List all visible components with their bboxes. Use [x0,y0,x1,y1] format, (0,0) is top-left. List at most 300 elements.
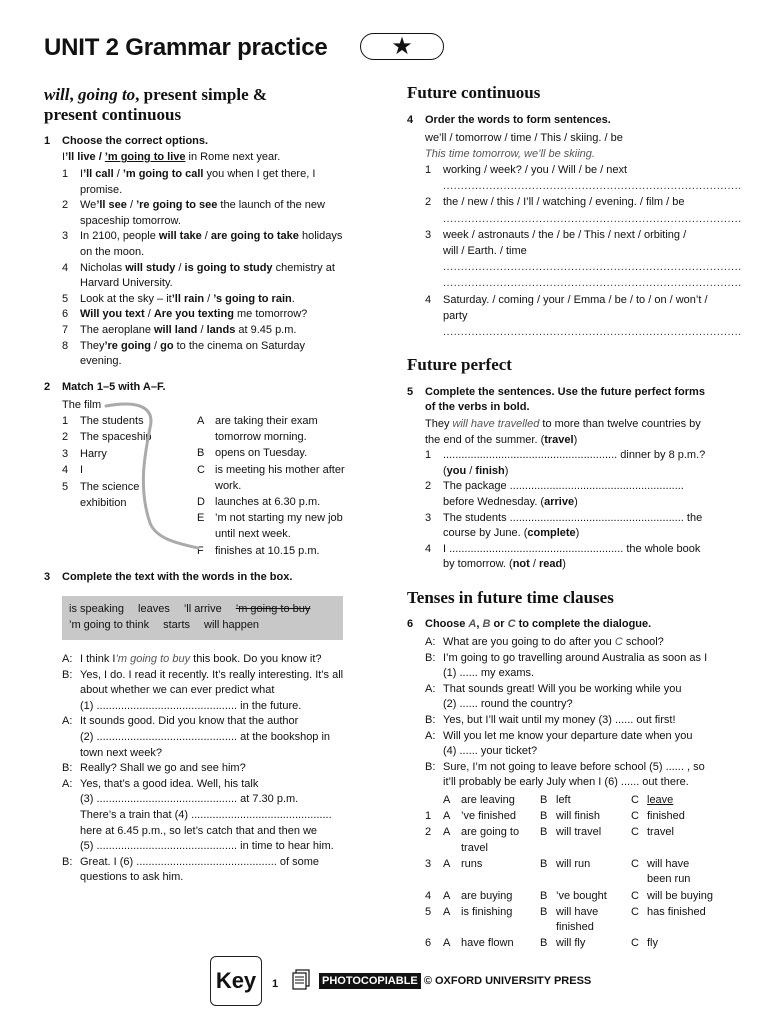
text-run: . [291,292,295,305]
dialogue-line [80,870,183,886]
option-text: leave [647,794,674,806]
text-run: about whether we can ever predict what [80,684,275,697]
text-run: holidays [298,230,343,243]
word-box-item: leaves [138,603,170,615]
item-number: 1 [62,168,69,180]
item-number: 4 [62,261,69,274]
section-heading-future-time-clauses: Tenses in future time clauses [407,588,614,607]
exercise-1-item-line [80,214,181,230]
text-run: (1) .............................................. in the future. [80,699,302,712]
text-run: (2) .............................................. at the bookshop in [80,731,331,743]
text-run: ( [443,464,447,477]
text-run: Yes, I do. I read it recently. It’s really interesting. It’s all [80,668,344,681]
exercise-1-item-line [80,198,325,214]
exercise-5-line [425,433,577,449]
dialogue-line [80,746,162,762]
dialogue-line [443,729,692,745]
section-heading-left [44,85,267,125]
option-text: will finish [556,810,601,823]
exercise-5-line [443,479,684,495]
match-example-line [100,398,200,550]
dialogue-line [80,761,246,777]
instruction-text: Order the words to form sentences. [425,114,611,126]
dialogue-line [80,808,332,824]
text-run: ’ll rain [171,292,205,305]
text-run: arrive [544,496,575,508]
heading-rest: , present simple & [135,85,268,104]
text-run: The package ......................................................... [443,480,684,493]
heading-will: will [44,85,70,104]
exercise-1-item-line [80,183,122,199]
exercise-5-line [443,542,700,558]
text-run: here at 6.45 p.m., so let’s catch that and then we [80,824,318,837]
photocopy-icon [290,969,312,993]
text-run: at 9.45 p.m. [235,324,297,336]
speaker-label: A: [62,653,73,665]
dialogue-line [443,697,573,713]
text-run: B [482,618,491,630]
option-number: 1 [425,810,432,823]
option-text: travel [461,841,488,854]
exercise-number: 5 [407,386,414,398]
text-run: to more than twelve countries by [539,418,701,430]
option-letter: A [443,937,451,950]
text-run: the launch of the new [217,199,325,212]
exercise-5-line [443,495,578,511]
text-run: ’m going to call [122,168,204,180]
speaker-label: A: [62,715,73,728]
exercise-2-example: The film [62,399,102,411]
match-left-text: The students [80,415,144,427]
text-run: (1) ...... my exams. [443,667,535,680]
match-left-text: The spaceship [80,431,152,444]
dialogue-line [80,714,298,730]
text-run: read [538,558,563,571]
exercise-2-instruction [44,380,166,395]
option-text: will fly [556,937,586,950]
match-right-text: until next week. [215,528,291,541]
option-text: will have [556,905,599,918]
text-run: We [80,199,97,212]
option-letter: C [631,810,639,823]
text-run: Are you texting [153,308,234,321]
exercise-1-item-line [80,292,295,308]
text-run: I [80,168,84,180]
exercise-1-item-line [80,307,307,323]
word-box-item: ’m going to think [69,619,150,631]
match-left-number: 1 [62,415,69,427]
match-left-text: The science [80,480,140,493]
option-text: is finishing [461,905,513,918]
example-text: in Rome next year. [185,151,281,163]
text-run: Yes, that’s a good idea. Well, his talk [80,777,259,790]
option-text: are leaving [461,794,515,806]
option-letter: A [443,810,451,823]
text-run: school? [622,636,664,648]
match-right-text: is meeting his mother after [215,463,345,476]
option-text: fly [647,937,658,950]
text-run: Yes, but I’ll wait until my money (3) ...... out first! [443,714,676,726]
option-text: will be buying [647,889,714,902]
exercise-1-example [62,150,280,166]
exercise-1-item-line [80,167,315,183]
dialogue-line [80,839,334,855]
text-run: They [425,418,453,430]
match-right-text: finishes at 10.15 p.m. [215,544,320,557]
speaker-label: B: [425,651,436,664]
dialogue-line [443,744,537,760]
text-run: ) [562,558,566,571]
section-heading-future-perfect: Future perfect [407,355,512,374]
footer-copyright [319,975,591,987]
text-run: ) [575,527,580,540]
dialogue-line [80,699,301,715]
text-run: , [476,618,483,630]
option-letter: A [443,889,451,902]
exercise-6-instruction [407,617,651,632]
option-letter: B [540,889,548,902]
exercise-5-line [443,526,579,542]
answer-key-logo [210,956,262,1006]
exercise-5-line [443,464,508,480]
exercise-4-item-text: working / week? / you / Will / be / next [443,164,628,176]
item-number: 7 [62,324,69,336]
text-run: to complete the dialogue. [515,618,652,630]
text-run: What are you going to do after you [443,636,615,648]
text-run: / [529,558,539,571]
text-run: before Wednesday. ( [443,496,545,508]
text-run: it’ll probably be early July when I (6) ...... out there. [443,776,689,789]
match-right-letter: F [197,544,204,557]
dialogue-line [80,730,330,746]
option-letter: B [540,826,548,839]
speaker-label: B: [425,760,436,773]
dialogue-line [80,855,319,871]
exercise-1-item-line [80,261,335,277]
exercise-1-instruction [44,134,208,149]
option-text: been run [647,873,691,886]
dialogue-line [80,668,343,684]
option-letter: C [631,937,639,950]
match-right-letter: D [197,496,205,508]
match-right-letter: E [197,512,205,525]
item-number: 4 [425,293,432,306]
example-text: I [62,151,66,163]
item-number: 8 [62,339,69,352]
option-letter: B [540,810,548,823]
dialogue-line [443,666,534,682]
match-right-text: ’m not starting my new job [215,512,343,525]
exercise-5-instruction-2: of the verbs in bold. [425,401,530,413]
speaker-label: A: [425,729,436,742]
word-box-row [69,603,324,615]
option-text: travel [647,826,674,839]
exercise-number: 4 [407,114,414,126]
text-run: spaceship tomorrow. [80,214,181,227]
word-box-item: starts [163,619,191,631]
option-number: 3 [425,858,432,870]
match-left-text: I [80,464,84,477]
text-run: by tomorrow. ( [443,558,513,571]
match-right-letter: A [197,415,205,427]
exercise-5-line [443,557,566,573]
option-letter: C [631,905,639,918]
speaker-label: A: [62,777,73,790]
speaker-label: B: [425,714,436,726]
option-letter: A [443,794,451,806]
page-number: 1 [272,978,279,990]
item-number: 3 [425,228,432,241]
text-run: / [201,230,211,243]
option-text: finished [647,810,685,823]
option-letter: A [443,905,451,918]
exercise-number: 1 [44,135,51,147]
item-number: 2 [62,199,69,212]
option-text: runs [461,858,483,870]
text-run: The aeroplane [80,324,154,336]
text-run: promise. [80,183,123,196]
heading-going-to: going to [78,85,136,104]
exercise-5-line [443,448,705,464]
match-right-letter: C [197,463,205,476]
option-text: will run [556,858,591,870]
option-text: finished [556,921,594,934]
text-run: town next week? [80,746,162,759]
text-run: ’ll call [83,168,114,180]
text-run: The students ......................................................... the [443,511,703,524]
text-run: ) [573,433,578,446]
text-run: are going to take [210,230,299,243]
text-run: / [113,168,123,180]
text-run: (5) .............................................. in time to hear him. [80,840,334,853]
option-letter: B [540,937,548,950]
exercise-3-instruction [44,570,292,585]
text-run: questions to ask him. [80,871,184,884]
photocopiable-label: PHOTOCOPIABLE [319,973,421,989]
exercise-4-item-text: party [443,309,468,322]
match-left-number: 4 [62,464,69,477]
text-run: That sounds great! Will you be working while you [443,682,682,695]
text-run: is going to study [184,261,273,274]
dialogue-line [443,775,689,791]
option-text: have flown [461,937,514,950]
text-run: will land [154,324,198,336]
text-run: ’m going to buy [115,653,191,665]
text-run: not [512,558,530,571]
option-letter: C [631,794,639,806]
text-run: In 2100, people [80,230,159,243]
exercise-1-item-line [80,323,296,339]
star-icon: ★ [391,32,413,60]
text-run: / [126,199,137,212]
dialogue-line [80,824,317,840]
text-run: Will you let me know your departure date when you [443,729,693,742]
item-number: 3 [62,230,69,243]
dialogue-line [80,683,274,699]
exercise-1-item-line [80,354,122,370]
dialogue-line [443,635,664,651]
text-run: will have travelled [452,418,540,430]
text-run: or [490,618,508,630]
exercise-1-item-line [80,339,305,355]
text-run: ’re going to see [136,199,218,212]
text-run: It sounds good. Did you know that the author [80,715,299,728]
option-text: has finished [647,905,706,918]
text-run: go [160,339,174,352]
text-run: evening. [80,355,122,368]
instruction-text: Match 1–5 with A–F. [62,381,166,393]
word-box [62,596,343,640]
option-number: 2 [425,826,432,839]
text-run: They [80,339,105,352]
exercise-4-item-text: week / astronauts / the / be / This / next / orbiting / [443,228,687,241]
option-text: are going to [461,826,520,839]
option-text: are buying [461,889,513,902]
speaker-label: B: [62,762,73,775]
text-run: finish [475,464,505,477]
text-run: me tomorrow? [233,308,308,321]
option-text: will travel [556,826,602,839]
option-text: left [556,794,571,806]
text-run: Look at the sky – it [80,292,172,305]
dialogue-line [443,760,705,776]
item-number: 5 [62,292,69,305]
exercise-number: 6 [407,618,414,630]
option-text: ’ve finished [461,810,517,823]
word-box-item: ’m going to buy [235,603,311,615]
word-box-item: will happen [204,619,260,631]
option-number: 4 [425,889,432,902]
option-letter: B [540,794,548,806]
text-run: (4) ...... your ticket? [443,745,538,758]
text-run: / [466,464,476,477]
text-run: C [507,618,516,630]
text-run: / [197,324,207,336]
text-run: / [144,308,154,321]
option-text: ’ve bought [556,889,607,902]
exercise-1-item-line [80,229,342,245]
text-run: this book. Do you know it? [190,653,322,665]
option-letter: B [540,858,548,870]
dialogue-line [443,651,707,667]
word-box-item: is speaking [69,603,125,615]
match-right-text: tomorrow morning. [215,431,307,444]
option-number: 6 [425,937,432,950]
instruction-text: Complete the text with the words in the box. [62,571,293,583]
match-left-text: Harry [80,447,107,460]
word-box-item: ’ll arrive [183,603,222,615]
exercise-4-example: we’ll / tomorrow / time / This / skiing. / be [425,132,623,144]
text-run: will study [125,261,176,274]
text-run: ) [504,464,509,477]
dialogue-line [80,652,322,668]
text-run: you [446,464,467,477]
text-run: (2) ...... round the country? [443,698,573,711]
text-run: ’ll see [96,199,127,212]
exercise-4-item-text: the / new / this / I’ll / watching / evening. / film / be [443,196,685,209]
text-run: chemistry at [272,261,335,274]
text-run: / [204,292,214,305]
option-letter: C [631,889,639,902]
example-option: ’ll live [65,151,96,163]
text-run: (3) .............................................. at 7.30 p.m. [80,793,299,806]
match-left-text: exhibition [80,497,127,509]
example-answer: ’m going to live [104,151,186,163]
item-number: 4 [425,542,432,555]
dialogue-line [443,713,676,729]
text-run: There’s a train that (4) .............................................. [80,809,332,821]
match-right-text: work. [215,479,242,492]
text-run: to the cinema on Saturday [173,339,306,352]
text-run: on the moon. [80,246,145,258]
option-letter: C [631,858,639,870]
section-heading-future-continuous: Future continuous [407,83,541,102]
answer-line: .................................................................................... [443,212,742,225]
text-run: ......................................................... dinner by 8 p.m.? [443,449,706,462]
text-run: course by June. ( [443,527,528,540]
text-run: you when I get there, I [203,168,316,180]
dialogue-line [80,777,258,793]
answer-line: .................................................................................... [443,261,742,274]
match-left-number: 5 [62,480,69,493]
text-run: the end of the summer. ( [425,433,545,446]
exercise-number: 3 [44,571,51,583]
heading-line2: present continuous [44,105,182,124]
exercise-4-item-text: Saturday. / coming / your / Emma / be / to / on / won’t / [443,293,708,306]
answer-line: .................................................................................... [443,277,742,290]
option-text: will have [647,858,690,870]
speaker-label: A: [425,682,436,695]
page-title: UNIT 2 Grammar practice [44,34,328,61]
match-right-text: are taking their exam [215,415,318,427]
match-left-number: 3 [62,447,69,460]
text-run: / [175,261,185,274]
text-run: Will you text [80,308,145,321]
speaker-label: A: [425,636,436,648]
key-logo-text: Key [215,968,257,993]
level-star-badge [360,33,444,60]
text-run: Really? Shall we go and see him? [80,762,246,775]
text-run: Sure, I’m not going to leave before school (5) ...... , so [443,760,705,773]
answer-line: .................................................................................... [443,180,742,193]
text-run: ’re going [104,339,151,352]
exercise-1-item-line [80,245,144,261]
text-run: ’s going to rain [213,292,292,305]
text-run: lands [206,324,236,336]
exercise-1-item-line [80,276,173,292]
text-run: I think I [80,653,116,665]
exercise-4-example-answer: This time tomorrow, we’ll be skiing. [425,148,595,160]
text-run: / [150,339,161,352]
item-number: 1 [425,449,432,462]
text-run: Nicholas [80,261,126,274]
exercise-4-instruction [407,113,611,128]
exercise-number: 2 [44,381,51,393]
heading-sep: , [69,85,79,104]
example-sep: / [95,151,105,163]
option-number: 5 [425,905,432,918]
item-number: 3 [425,511,432,524]
text-run: Great. I (6) .............................................. of some [80,855,320,868]
option-letter: C [631,826,639,839]
text-run: C [614,636,623,648]
answer-line: .................................................................................... [443,326,742,338]
speaker-label: B: [62,668,73,681]
text-run: complete [527,527,576,540]
match-right-letter: B [197,447,205,460]
text-run: ) [574,496,578,508]
exercise-5-line [443,511,702,527]
